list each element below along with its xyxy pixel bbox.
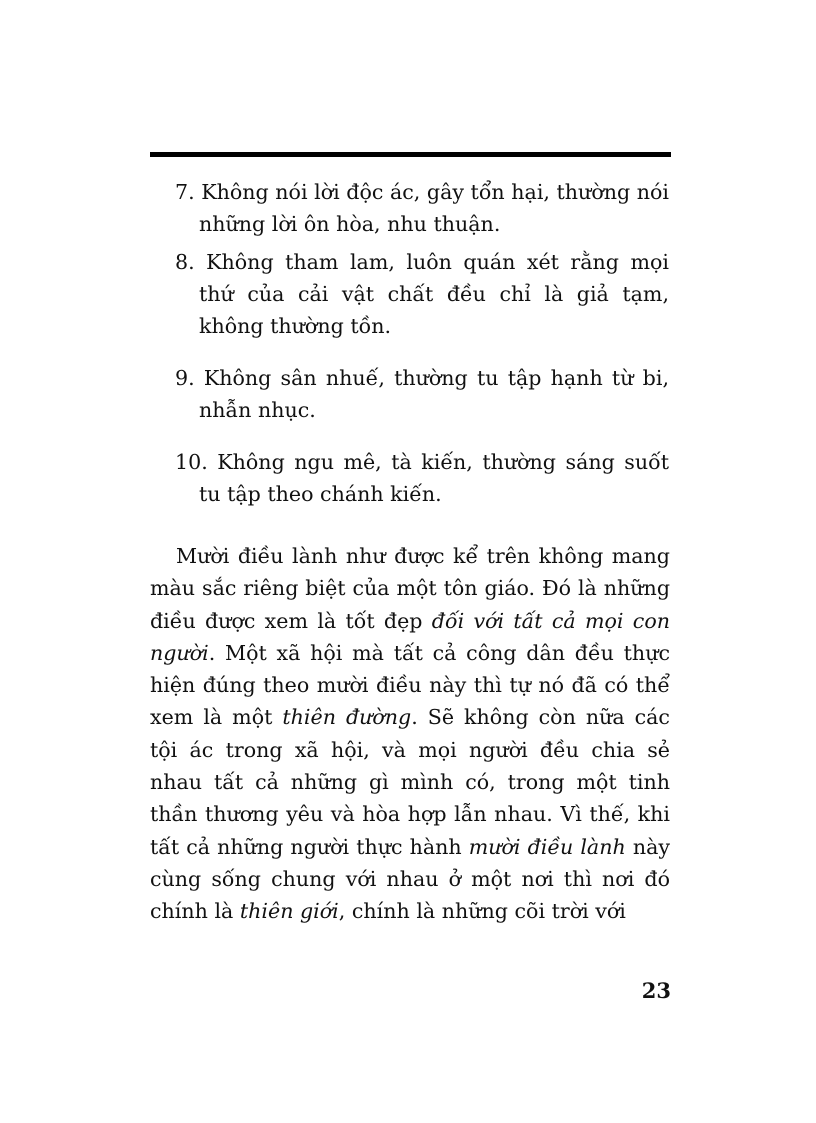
body-paragraph [150, 540, 670, 928]
list-item: 9. Không sân nhuế, thường tu tập hạnh từ bi, nhẫn nhục. [175, 366, 669, 422]
list-item: 7. Không nói lời độc ác, gây tổn hại, thường nói những lời ôn hòa, nhu thuận. [175, 180, 669, 236]
emphasis-text: mười điều lành [468, 834, 626, 859]
emphasis-text: thiên giới [239, 899, 339, 924]
paragraph-text: này cùng sống chung với nhau ở một nơi thì nơi đó chính là [150, 834, 670, 924]
list-item: 8. Không tham lam, luôn quán xét rằng mọi thứ của cải vật chất đều chỉ là giả tạm, không thường tồn. [175, 250, 669, 338]
paragraph-text: . Sẽ không còn nữa các tội ác trong xã hội, và mọi người đều chia sẻ nhau tất cả những gì mình có, trong một tinh thần thương yêu và hòa hợp lẫn nhau. Vì thế, khi tất cả những người thực hành [150, 705, 670, 859]
paragraph-text: . Một xã hội mà tất cả công dân đều thực hiện đúng theo mười điều này thì tự nó đã có thể xem là một [150, 640, 670, 730]
list-item: 10. Không ngu mê, tà kiến, thường sáng suốt tu tập theo chánh kiến. [175, 450, 669, 506]
paragraph-text: , chính là những cõi trời với [338, 899, 626, 924]
emphasis-text: thiên đường [282, 705, 412, 730]
header-rule [150, 152, 671, 157]
emphasis-text: đối với tất cả mọi con người [150, 608, 670, 665]
page-number: 23 [641, 978, 671, 1003]
precepts-list [175, 176, 669, 510]
paragraph-text: Mười điều lành như được kể trên không mang màu sắc riêng biệt của một tôn giáo. Đó là những điều được xem là tốt đẹp [150, 544, 670, 633]
